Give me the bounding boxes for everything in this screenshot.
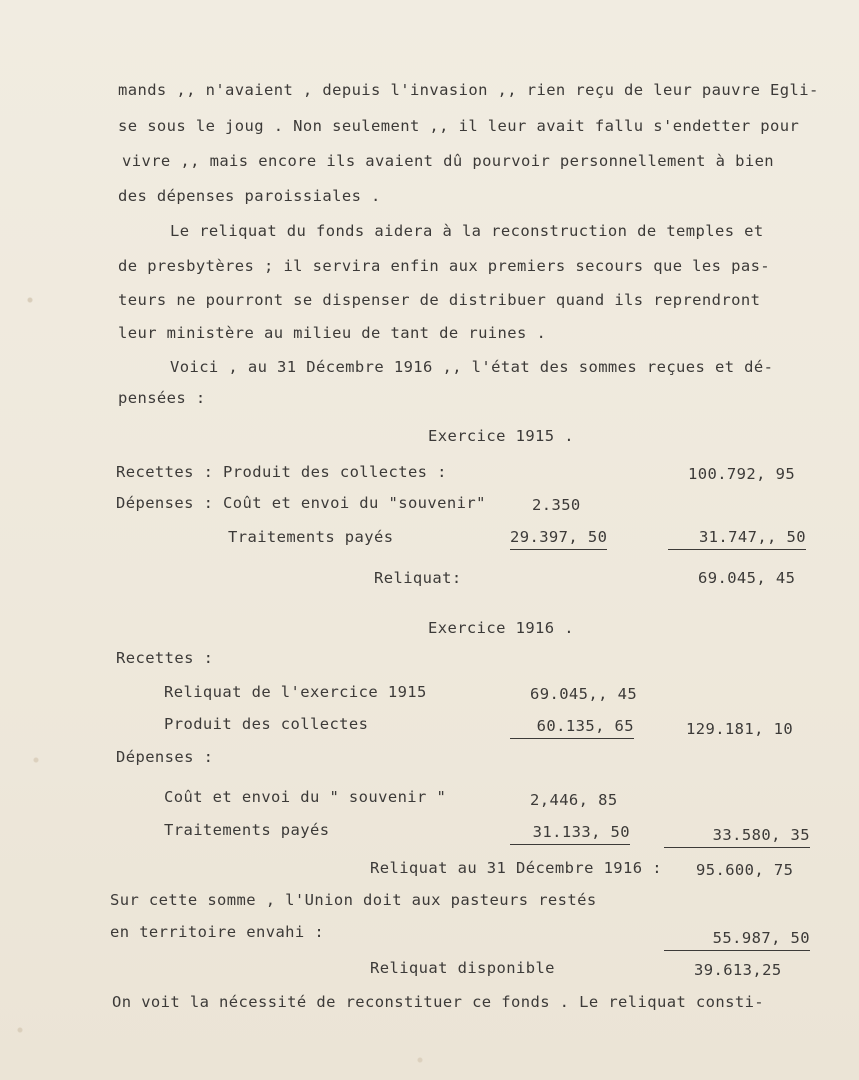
paragraph2-line2: de presbytères ; il servira enfin aux premiers secours que les pas- (118, 257, 771, 275)
paragraph1-line4: des dépenses paroissiales . (118, 187, 381, 205)
reliquat-1916-label: Reliquat au 31 Décembre 1916 : (370, 859, 662, 877)
paragraph1-line1: mands ,, n'avaient , depuis l'invasion ,, rien reçu de leur pauvre Egli- (118, 81, 819, 99)
exercice-1915-heading: Exercice 1915 . (428, 427, 574, 445)
souvenir-1916-amount: 2,446, 85 (530, 791, 618, 809)
recettes-1915-total: 100.792, 95 (688, 465, 796, 483)
depenses-1915-label: Dépenses : Coût et envoi du "souvenir" (116, 494, 486, 512)
traitements-1915-label: Traitements payés (228, 528, 394, 546)
souvenir-1915-amount: 2.350 (532, 496, 581, 514)
traitements-1915-amount: 29.397, 50 (510, 527, 607, 550)
reliquat-disponible-amount: 39.613,25 (694, 961, 782, 979)
depenses-1915-total: 31.747,, 50 (668, 527, 806, 550)
depenses-1916-total: 33.580, 35 (664, 825, 810, 848)
reliquat-1915-label: Reliquat: (374, 569, 462, 587)
produit-1916-amount: 60.135, 65 (510, 716, 634, 739)
paragraph2-line4: leur ministère au milieu de tant de ruines . (118, 324, 547, 342)
paragraph3-line2: pensées : (118, 389, 206, 407)
reliquat-1915-amount: 69.045, 45 (698, 569, 796, 587)
dette-line2: en territoire envahi : (110, 923, 325, 941)
traitements-1916-amount: 31.133, 50 (510, 822, 630, 845)
reliquat-1916-amount: 95.600, 75 (696, 861, 794, 879)
paragraph3-line1: Voici , au 31 Décembre 1916 ,, l'état des sommes reçues et dé- (170, 358, 774, 376)
paragraph1-line2: se sous le joug . Non seulement ,, il leur avait fallu s'endetter pour (118, 117, 800, 135)
closing-line: On voit la nécessité de reconstituer ce fonds . Le reliquat consti- (112, 993, 765, 1011)
reliquat-1915-report-amount: 69.045,, 45 (530, 685, 638, 703)
recettes-1915-label: Recettes : Produit des collectes : (116, 463, 447, 481)
recettes-1916-label: Recettes : (116, 649, 214, 667)
dette-line1: Sur cette somme , l'Union doit aux pasteurs restés (110, 891, 597, 909)
traitements-1916-label: Traitements payés (164, 821, 330, 839)
recettes-1916-total: 129.181, 10 (686, 720, 794, 738)
dette-amount: 55.987, 50 (664, 928, 810, 951)
reliquat-1915-report-label: Reliquat de l'exercice 1915 (164, 683, 427, 701)
souvenir-1916-label: Coût et envoi du " souvenir " (164, 788, 447, 806)
produit-1916-label: Produit des collectes (164, 715, 369, 733)
paragraph1-line3: vivre ,, mais encore ils avaient dû pourvoir personnellement à bien (122, 152, 775, 170)
paragraph2-line1: Le reliquat du fonds aidera à la reconstruction de temples et (170, 222, 764, 240)
reliquat-disponible-label: Reliquat disponible (370, 959, 555, 977)
depenses-1916-label: Dépenses : (116, 748, 214, 766)
paragraph2-line3: teurs ne pourront se dispenser de distribuer quand ils reprendront (118, 291, 761, 309)
exercice-1916-heading: Exercice 1916 . (428, 619, 574, 637)
